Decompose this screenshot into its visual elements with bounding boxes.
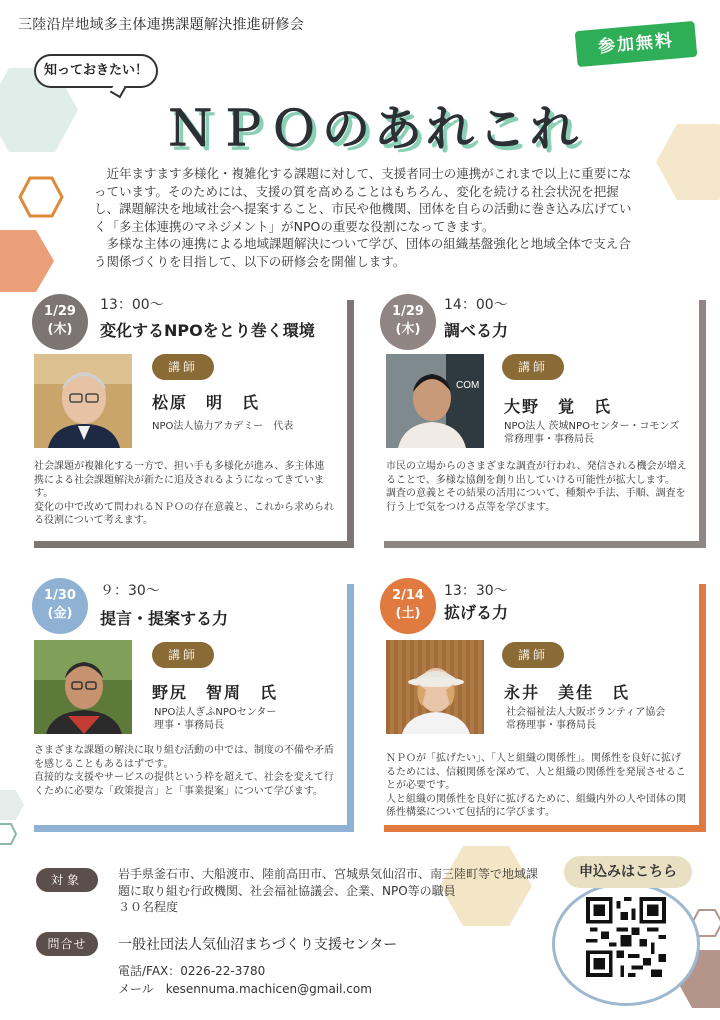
lecturer-name: 永井 美佳 氏	[504, 683, 631, 702]
decor-hexagon-salmon	[0, 230, 54, 292]
decor-hexagon-cream	[656, 124, 720, 200]
session-weekday: (木)	[395, 322, 421, 337]
lecturer-org	[504, 420, 679, 446]
lecturer-org-line-1: NPO法人 茨城NPOセンター・コモンズ	[504, 421, 680, 432]
intro-paragraph-2: 多様な主体の連携による地域課題解決について学び、団体の組織基盤強化と地域全体で支え合う関係づくりを目指して、以下の研修会を開催します。	[94, 236, 631, 269]
lecturer-org-line-1: NPO法人ぎふNPOセンター	[154, 707, 277, 718]
decor-hexagon-grey-left	[0, 790, 24, 820]
host-organization: 一般社団法人気仙沼まちづくり支援センター	[118, 937, 398, 953]
lecturer-photo	[34, 640, 132, 734]
free-badge: 参加無料	[575, 21, 698, 67]
decor-hexagon-outline-orange	[18, 176, 64, 218]
lecturer-org-line-1: NPO法人協力アカデミー 代表	[152, 421, 294, 432]
lecturer-org	[506, 706, 665, 732]
session-time: 13：30〜	[444, 583, 508, 599]
session-date-badge	[380, 578, 436, 634]
session-date-badge	[32, 294, 88, 350]
lecturer-name: 野尻 智周 氏	[152, 683, 279, 702]
session-date-badge	[32, 578, 88, 634]
session-weekday: (木)	[47, 322, 73, 337]
lecturer-tag: 講師	[502, 354, 564, 380]
target-text: 岩手県釜石市、大船渡市、陸前高田市、宮城県気仙沼市、南三陸町等で地域課題に取り組む行政機関、社会福祉協議会、企業、NPO等の職員 ３０名程度	[118, 867, 539, 914]
session-description: さまざまな課題の解決に取り組む活動の中では、制度の不備や矛盾を感じることもあるはずです。 直接的な支援やサービスの提供という枠を超えて、社会を変えて行くために必要な「政策提言」と「事業提案」について学びます。	[34, 745, 334, 797]
session-description: 市民の立場からのさまざまな調査が行われ、発信される機会が増えることで、多様な協創を創り出していける可能性が拡大します。 調査の意義とその結果の活用について、種類や手法、手順、調査を行う上で気をつける点等を学びます。	[386, 461, 687, 513]
apply-label: 申込みはこちら	[564, 856, 692, 888]
lecturer-org-line-2: 常務理事・事務局長	[504, 434, 594, 445]
session-time: 14：00〜	[444, 297, 508, 313]
intro-paragraph-1: 近年ますます多様化・複雑化する課題に対して、支援者同士の連携がこれまで以上に重要になっています。そのためには、支援の質を高めることはもちろん、変化を続ける社会状況を把握し、課題解決を地域社会へ提案すること、市民や他機関、団体を自らの活動に巻き込み広げていく「多主体連携のマネジメント」がNPOの重要な役割になってきます。	[94, 166, 632, 234]
lecturer-tag: 講師	[152, 354, 214, 380]
session-date: 1/30	[44, 588, 76, 603]
session-time: ９：30〜	[100, 583, 160, 599]
session-date: 2/14	[392, 588, 424, 603]
lecturer-org-line-1: 社会福祉法人大阪ボランティア協会	[506, 707, 666, 718]
session-description: 社会課題が複雑化する一方で、担い手も多様化が進み、多主体連携による社会課題解決が新たに追及されるようになってきています。 変化の中で改めて問われるＮＰＯの存在意義と、これから求められる役割について考えます。	[34, 461, 334, 526]
svg-text:COM: COM	[456, 380, 480, 391]
session-date: 1/29	[392, 304, 424, 319]
contact-info	[118, 962, 372, 998]
session-date-badge	[380, 294, 436, 350]
email-address[interactable]: メール kesennuma.machicen@gmail.com	[118, 982, 372, 996]
lecturer-tag: 講師	[502, 642, 564, 668]
session-title: 拡げる力	[444, 603, 509, 622]
lecturer-photo	[386, 354, 484, 448]
intro-text	[94, 165, 634, 270]
page-title: ＮＰＯのあれこれ	[166, 101, 583, 157]
speech-bubble: 知っておきたい！	[34, 54, 158, 88]
session-date: 1/29	[44, 304, 76, 319]
lecturer-name: 大野 覚 氏	[504, 397, 613, 416]
lecturer-tag: 講師	[152, 642, 214, 668]
session-description: ＮＰＯが「拡げたい」、「人と組織の関係性」。関係性を良好に拡げるためには、信頼関係を深めて、人と組織の関係性を発展させることが必要です。 人と組織の関係性を良好に拡げるために、組織内外の人や団体の関係性構築について包括的に学びます。	[386, 753, 686, 818]
lecturer-photo	[386, 640, 484, 734]
phone-number: 電話/FAX：0226-22-3780	[118, 964, 266, 978]
session-title: 調べる力	[444, 321, 509, 340]
lecturer-photo	[34, 354, 132, 448]
decor-hexagon-outline-grey	[0, 822, 18, 846]
lecturer-org-line-2: 理事・事務局長	[154, 720, 224, 731]
session-weekday: (金)	[47, 606, 73, 621]
lecturer-name: 松原 明 氏	[152, 393, 261, 412]
lecturer-org	[154, 706, 276, 732]
session-time: 13：00〜	[100, 297, 164, 313]
lecturer-org	[152, 420, 293, 433]
contact-tag: 問合せ	[36, 932, 98, 956]
qr-code-icon[interactable]	[586, 897, 666, 977]
lecturer-org-line-2: 常務理事・事務局長	[506, 720, 596, 731]
series-title: 三陸沿岸地域多主体連携課題解決推進研修会	[18, 17, 304, 33]
session-weekday: (土)	[395, 606, 421, 621]
target-tag: 対象	[36, 868, 98, 892]
session-title: 提言・提案する力	[100, 609, 229, 628]
session-title: 変化するNPOをとり巻く環境	[100, 321, 315, 340]
